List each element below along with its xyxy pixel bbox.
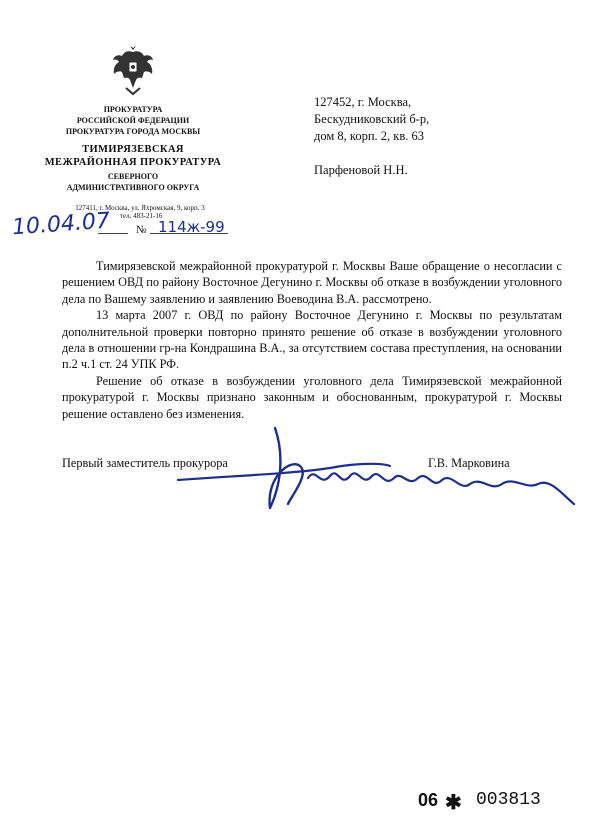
recipient-address-line-3: дом 8, корп. 2, кв. 63: [314, 129, 425, 143]
recipient-name: Парфеновой Н.Н.: [314, 163, 408, 177]
signatory-name: Г.В. Марковина: [428, 456, 510, 470]
body-paragraph-2: 13 марта 2007 г. ОВД по району Восточное Дегунино г. Москвы по результатам дополнительной проверки повторно принято решение об отказе в возбуждении уголовного дела в отношении гр-на Кондрашина В.А., за отсутствием состава преступления, на основании п.2 ч.1 ст. 24 УПК РФ.: [62, 308, 562, 372]
handwritten-date: 10.04.07: [11, 208, 111, 241]
body-paragraph-1: Тимирязевской межрайонной прокуратурой г. Москвы Ваше обращение о несогласии с решением ОВД по району Восточное Дегунино г. Москвы об отказе в возбуждении уголовного дела по Вашему заявлению и заявлению Воеводина В.А. рассмотрено.: [62, 259, 562, 306]
org-line-1: ПРОКУРАТУРА: [103, 105, 163, 114]
recipient-address-line-2: Бескудниковский б-р,: [314, 112, 430, 126]
district-line-2: АДМИНИСТРАТИВНОГО ОКРУГА: [66, 183, 200, 192]
number-sign: №: [136, 224, 147, 236]
asterisk-icon: ✱: [445, 792, 462, 814]
office-line-1: ТИМИРЯЗЕВСКАЯ: [82, 144, 184, 155]
recipient-address-line-1: 127452, г. Москва,: [314, 95, 412, 109]
letter-body: [62, 258, 562, 422]
office-line-2: МЕЖРАЙОННАЯ ПРОКУРАТУРА: [44, 157, 222, 168]
coat-of-arms-emblem: [110, 44, 156, 96]
handwritten-number: 114ж-99: [158, 218, 225, 236]
org-line-2: РОССИЙСКОЙ ФЕДЕРАЦИИ: [76, 116, 190, 125]
signatory-title: Первый заместитель прокурора: [62, 456, 228, 470]
org-line-3: ПРОКУРАТУРА ГОРОДА МОСКВЫ: [65, 127, 201, 136]
body-paragraph-3: Решение об отказе в возбуждении уголовного дела Тимирязевской межрайонной прокуратурой г. Москвы признано законным и обоснованным, прокуратурой г. Москвы решение оставлено без изменения.: [62, 373, 562, 421]
sender-address: 127411, г. Москва, ул. Яхромская, 9, корп. 3: [75, 204, 205, 212]
form-series: 06: [418, 790, 439, 810]
district-line-1: СЕВЕРНОГО: [107, 172, 159, 181]
form-number: 003813: [476, 790, 541, 810]
handwritten-signature: [170, 418, 590, 528]
sender-phone: тел. 483-21-16: [120, 212, 163, 220]
